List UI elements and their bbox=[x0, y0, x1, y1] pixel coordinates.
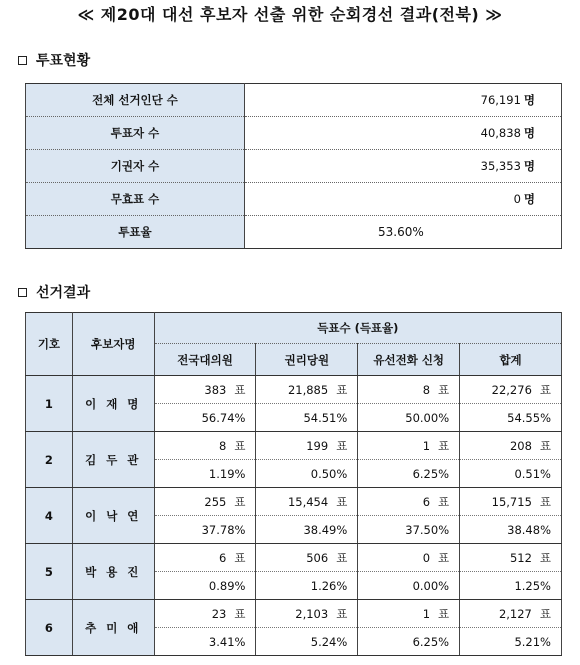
vote-count: 208 bbox=[509, 438, 532, 453]
vote-count: 8 bbox=[422, 382, 431, 397]
vote-count: 15,715 bbox=[491, 494, 532, 509]
results-table bbox=[25, 312, 562, 656]
candidate-number: 1 bbox=[26, 376, 73, 432]
vote-percent: 56.74% bbox=[154, 404, 256, 432]
vote-percent: 6.25% bbox=[358, 628, 460, 656]
vote-percent: 0.51% bbox=[460, 460, 562, 488]
vote-count-cell bbox=[256, 376, 358, 404]
vote-count: 15,454 bbox=[287, 494, 329, 509]
turnout-label: 투표자 수 bbox=[26, 117, 245, 150]
section-turnout-heading bbox=[18, 50, 90, 70]
turnout-label: 전체 선거인단 수 bbox=[26, 84, 245, 117]
vote-percent: 54.51% bbox=[256, 404, 358, 432]
vote-count-cell bbox=[358, 544, 460, 572]
vote-unit: 표 bbox=[234, 494, 246, 509]
vote-percent: 1.26% bbox=[256, 572, 358, 600]
vote-count-cell bbox=[460, 600, 562, 628]
vote-unit: 표 bbox=[539, 438, 551, 453]
vote-count: 22,276 bbox=[491, 382, 532, 397]
turnout-value-cell bbox=[245, 117, 562, 150]
candidate-number: 2 bbox=[26, 432, 73, 488]
vote-count-cell bbox=[154, 432, 256, 460]
turnout-rate: 53.60% bbox=[245, 216, 562, 249]
vote-count: 6 bbox=[219, 550, 227, 565]
vote-percent: 50.00% bbox=[358, 404, 460, 432]
vote-count: 1 bbox=[422, 606, 431, 621]
turnout-value-cell bbox=[245, 84, 562, 117]
page-title: ≪ 제20대 대선 후보자 선출 위한 순회경선 결과(전북) ≫ bbox=[77, 5, 503, 24]
turnout-label: 투표율 bbox=[26, 216, 245, 249]
vote-count: 23 bbox=[211, 606, 227, 621]
vote-count-cell bbox=[256, 544, 358, 572]
vote-count-cell bbox=[154, 376, 256, 404]
vote-count-cell bbox=[460, 376, 562, 404]
vote-count-cell bbox=[358, 600, 460, 628]
header-no: 기호 bbox=[26, 313, 73, 376]
vote-count-cell bbox=[154, 488, 256, 516]
vote-count: 1 bbox=[422, 438, 431, 453]
vote-percent: 38.49% bbox=[256, 516, 358, 544]
header-col: 유선전화 신청 bbox=[358, 344, 460, 376]
vote-percent: 5.21% bbox=[460, 628, 562, 656]
vote-unit: 표 bbox=[234, 382, 246, 397]
turnout-row bbox=[26, 216, 562, 249]
vote-count: 2,103 bbox=[295, 606, 329, 621]
vote-count: 21,885 bbox=[287, 382, 329, 397]
vote-percent: 0.89% bbox=[154, 572, 256, 600]
vote-count: 2,127 bbox=[498, 606, 532, 621]
header-col: 합계 bbox=[460, 344, 562, 376]
vote-unit: 표 bbox=[336, 438, 348, 453]
vote-unit: 표 bbox=[234, 606, 246, 621]
vote-percent: 1.19% bbox=[154, 460, 256, 488]
vote-unit: 표 bbox=[539, 606, 551, 621]
vote-percent: 0.50% bbox=[256, 460, 358, 488]
vote-unit: 표 bbox=[336, 550, 348, 565]
turnout-row bbox=[26, 183, 562, 216]
turnout-value: 76,191 bbox=[480, 93, 521, 107]
turnout-row bbox=[26, 150, 562, 183]
vote-count: 6 bbox=[422, 494, 431, 509]
vote-percent: 37.78% bbox=[154, 516, 256, 544]
section-turnout-label: 투표현황 bbox=[36, 53, 91, 69]
turnout-unit: 명 bbox=[523, 159, 535, 173]
vote-unit: 표 bbox=[438, 494, 450, 509]
vote-unit: 표 bbox=[539, 494, 551, 509]
turnout-value: 0 bbox=[513, 192, 521, 206]
candidate-number: 4 bbox=[26, 488, 73, 544]
vote-unit: 표 bbox=[438, 382, 450, 397]
candidate-name: 추 미 애 bbox=[72, 600, 154, 656]
vote-count-cell bbox=[460, 488, 562, 516]
candidate-votes-row bbox=[26, 432, 562, 460]
vote-unit: 표 bbox=[234, 550, 246, 565]
vote-unit: 표 bbox=[539, 382, 551, 397]
header-group: 득표수 (득표율) bbox=[154, 313, 561, 344]
vote-count: 255 bbox=[204, 494, 227, 509]
turnout-label: 기권자 수 bbox=[26, 150, 245, 183]
vote-count: 383 bbox=[204, 382, 227, 397]
header-col: 전국대의원 bbox=[154, 344, 256, 376]
square-bullet-icon bbox=[18, 288, 27, 297]
vote-percent: 3.41% bbox=[154, 628, 256, 656]
turnout-row bbox=[26, 84, 562, 117]
vote-percent: 37.50% bbox=[358, 516, 460, 544]
header-col: 권리당원 bbox=[256, 344, 358, 376]
turnout-value: 35,353 bbox=[480, 159, 521, 173]
candidate-name: 이 재 명 bbox=[72, 376, 154, 432]
candidate-name: 박 용 진 bbox=[72, 544, 154, 600]
vote-count-cell bbox=[154, 600, 256, 628]
vote-count-cell bbox=[154, 544, 256, 572]
vote-percent: 38.48% bbox=[460, 516, 562, 544]
vote-count: 8 bbox=[219, 438, 227, 453]
vote-unit: 표 bbox=[438, 606, 450, 621]
vote-unit: 표 bbox=[234, 438, 246, 453]
vote-count: 506 bbox=[306, 550, 329, 565]
turnout-label: 무효표 수 bbox=[26, 183, 245, 216]
header-row bbox=[26, 313, 562, 344]
turnout-value: 40,838 bbox=[480, 126, 521, 140]
vote-count: 512 bbox=[509, 550, 532, 565]
turnout-table bbox=[25, 83, 562, 249]
vote-percent: 6.25% bbox=[358, 460, 460, 488]
vote-unit: 표 bbox=[539, 550, 551, 565]
vote-unit: 표 bbox=[438, 550, 450, 565]
vote-count-cell bbox=[460, 544, 562, 572]
vote-count-cell bbox=[358, 376, 460, 404]
turnout-unit: 명 bbox=[523, 192, 535, 206]
candidate-number: 6 bbox=[26, 600, 73, 656]
vote-count-cell bbox=[256, 600, 358, 628]
candidate-votes-row bbox=[26, 544, 562, 572]
candidate-number: 5 bbox=[26, 544, 73, 600]
turnout-row bbox=[26, 117, 562, 150]
candidate-votes-row bbox=[26, 376, 562, 404]
vote-percent: 0.00% bbox=[358, 572, 460, 600]
vote-count-cell bbox=[256, 432, 358, 460]
turnout-value-cell bbox=[245, 183, 562, 216]
vote-unit: 표 bbox=[336, 606, 348, 621]
vote-unit: 표 bbox=[438, 438, 450, 453]
header-name: 후보자명 bbox=[72, 313, 154, 376]
candidate-votes-row bbox=[26, 600, 562, 628]
vote-unit: 표 bbox=[336, 382, 348, 397]
vote-percent: 1.25% bbox=[460, 572, 562, 600]
section-results-label: 선거결과 bbox=[36, 285, 91, 301]
results-body bbox=[26, 376, 562, 656]
candidate-name: 이 낙 연 bbox=[72, 488, 154, 544]
candidate-name: 김 두 관 bbox=[72, 432, 154, 488]
vote-count-cell bbox=[358, 432, 460, 460]
vote-percent: 54.55% bbox=[460, 404, 562, 432]
turnout-value-cell bbox=[245, 150, 562, 183]
turnout-unit: 명 bbox=[523, 93, 535, 107]
vote-unit: 표 bbox=[336, 494, 348, 509]
vote-count-cell bbox=[358, 488, 460, 516]
square-bullet-icon bbox=[18, 56, 27, 65]
vote-count-cell bbox=[460, 432, 562, 460]
vote-count: 199 bbox=[306, 438, 329, 453]
candidate-votes-row bbox=[26, 488, 562, 516]
section-results-heading bbox=[18, 282, 90, 302]
vote-count-cell bbox=[256, 488, 358, 516]
vote-count: 0 bbox=[422, 550, 431, 565]
turnout-unit: 명 bbox=[523, 126, 535, 140]
vote-percent: 5.24% bbox=[256, 628, 358, 656]
